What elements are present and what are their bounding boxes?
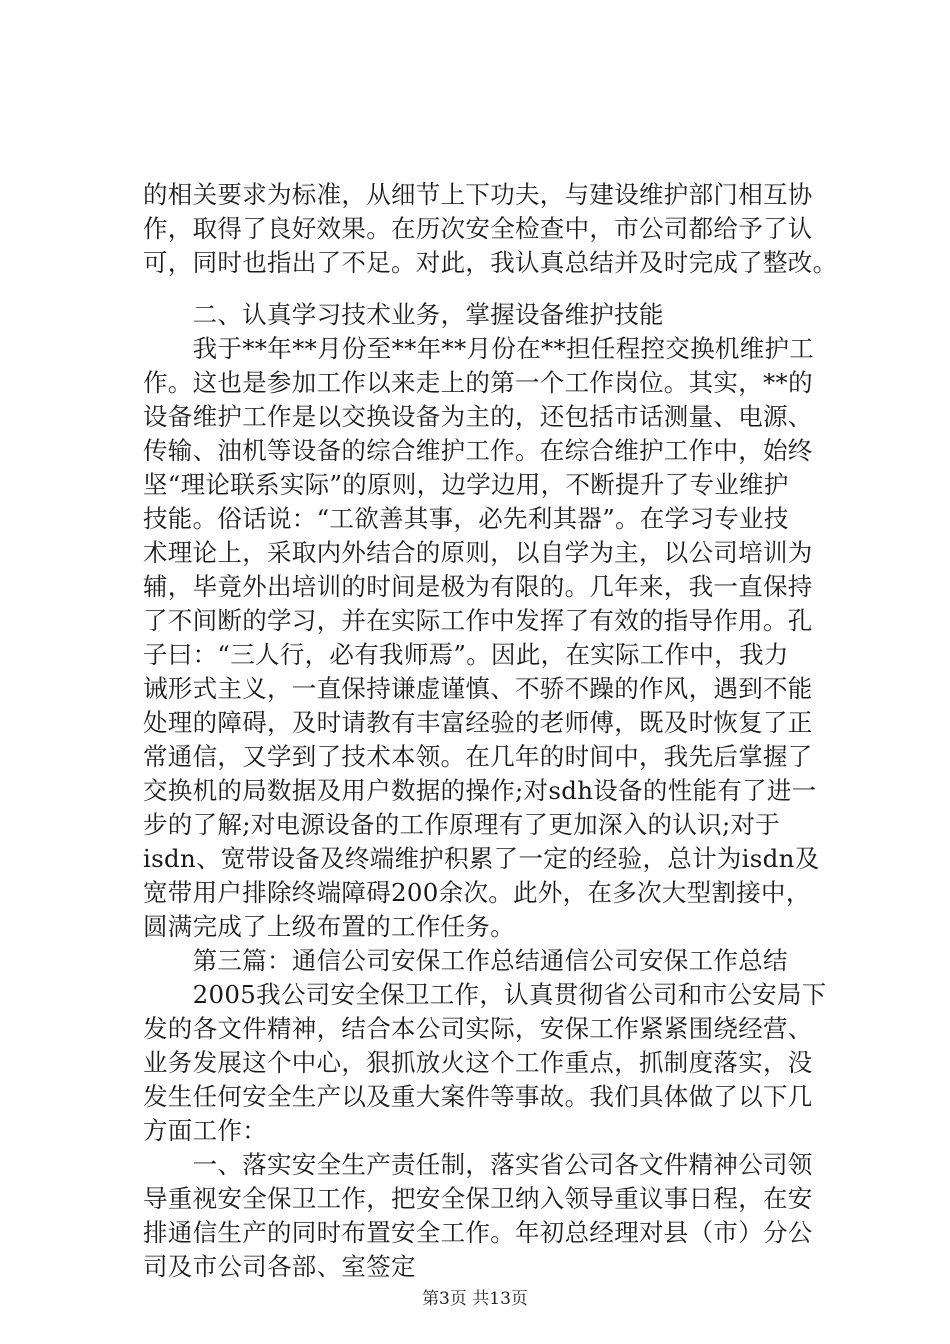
text-line: 宽带用户排除终端障碍200余次。此外，在多次大型割接中，	[143, 878, 811, 907]
text-line: 的相关要求为标准，从细节上下功夫，与建设维护部门相互协	[143, 180, 813, 209]
text-line: 设备维护工作是以交换设备为主的，还包括市话测量、电源、	[143, 402, 813, 431]
text-line: 术理论上，采取内外结合的原则，以自学为主，以公司培训为	[143, 538, 813, 567]
text-line: 常通信，又学到了技术本领。在几年的时间中，我先后掌握了	[143, 742, 813, 771]
section-heading: 二、认真学习技术业务，掌握设备维护技能	[143, 300, 664, 329]
text-line: 作，取得了良好效果。在历次安全检查中，市公司都给予了认	[143, 214, 813, 243]
text-line: 方面工作：	[143, 1116, 267, 1145]
text-line: 了不间断的学习，并在实际工作中发挥了有效的指导作用。孔	[143, 606, 813, 635]
text-line: 发生任何安全生产以及重大案件等事故。我们具体做了以下几	[143, 1082, 813, 1111]
text-line: 传输、油机等设备的综合维护工作。在综合维护工作中，始终	[143, 436, 813, 465]
text-line: 发的各文件精神，结合本公司实际，安保工作紧紧围绕经营、	[143, 1014, 813, 1043]
text-line: 我于**年**月份至**年**月份在**担任程控交换机维护工	[143, 334, 815, 363]
text-line: 处理的障碍，及时请教有丰富经验的老师傅，既及时恢复了正	[143, 708, 813, 737]
text-line: 诫形式主义，一直保持谦虚谨慎、不骄不躁的作风，遇到不能	[143, 674, 813, 703]
page-footer: 第3页 共13页	[422, 1289, 528, 1309]
text-line: 作。这也是参加工作以来走上的第一个工作岗位。其实，**的	[143, 368, 813, 397]
text-line: isdn、宽带设备及终端维护积累了一定的经验，总计为isdn及	[143, 844, 820, 873]
text-line: 2005我公司安全保卫工作，认真贯彻省公司和市公安局下	[143, 980, 827, 1009]
section-heading: 第三篇：通信公司安保工作总结通信公司安保工作总结	[143, 946, 788, 975]
text-line: 坚“理论联系实际”的原则，边学边用，不断提升了专业维护	[143, 470, 789, 499]
text-line: 子曰：“三人行，必有我师焉”。因此，在实际工作中，我力	[143, 640, 789, 669]
text-line: 步的了解;对电源设备的工作原理有了更加深入的认识;对于	[143, 810, 781, 839]
text-line: 圆满完成了上级布置的工作任务。	[143, 912, 515, 941]
text-line: 司及市公司各部、室签定	[143, 1252, 416, 1281]
text-line: 交换机的局数据及用户数据的操作;对sdh设备的性能有了进一	[143, 776, 817, 805]
text-line: 导重视安全保卫工作，把安全保卫纳入领导重议事日程，在安	[143, 1184, 813, 1213]
text-line: 可，同时也指出了不足。对此，我认真总结并及时完成了整改。	[143, 248, 838, 277]
text-line: 一、落实安全生产责任制，落实省公司各文件精神公司领	[143, 1150, 813, 1179]
text-line: 业务发展这个中心，狠抓放火这个工作重点，抓制度落实，没	[143, 1048, 813, 1077]
text-line: 排通信生产的同时布置安全工作。年初总经理对县（市）分公	[143, 1218, 813, 1247]
text-line: 技能。俗话说：“工欲善其事，必先利其器”。在学习专业技	[143, 504, 789, 533]
text-line: 辅，毕竟外出培训的时间是极为有限的。几年来，我一直保持	[143, 572, 813, 601]
